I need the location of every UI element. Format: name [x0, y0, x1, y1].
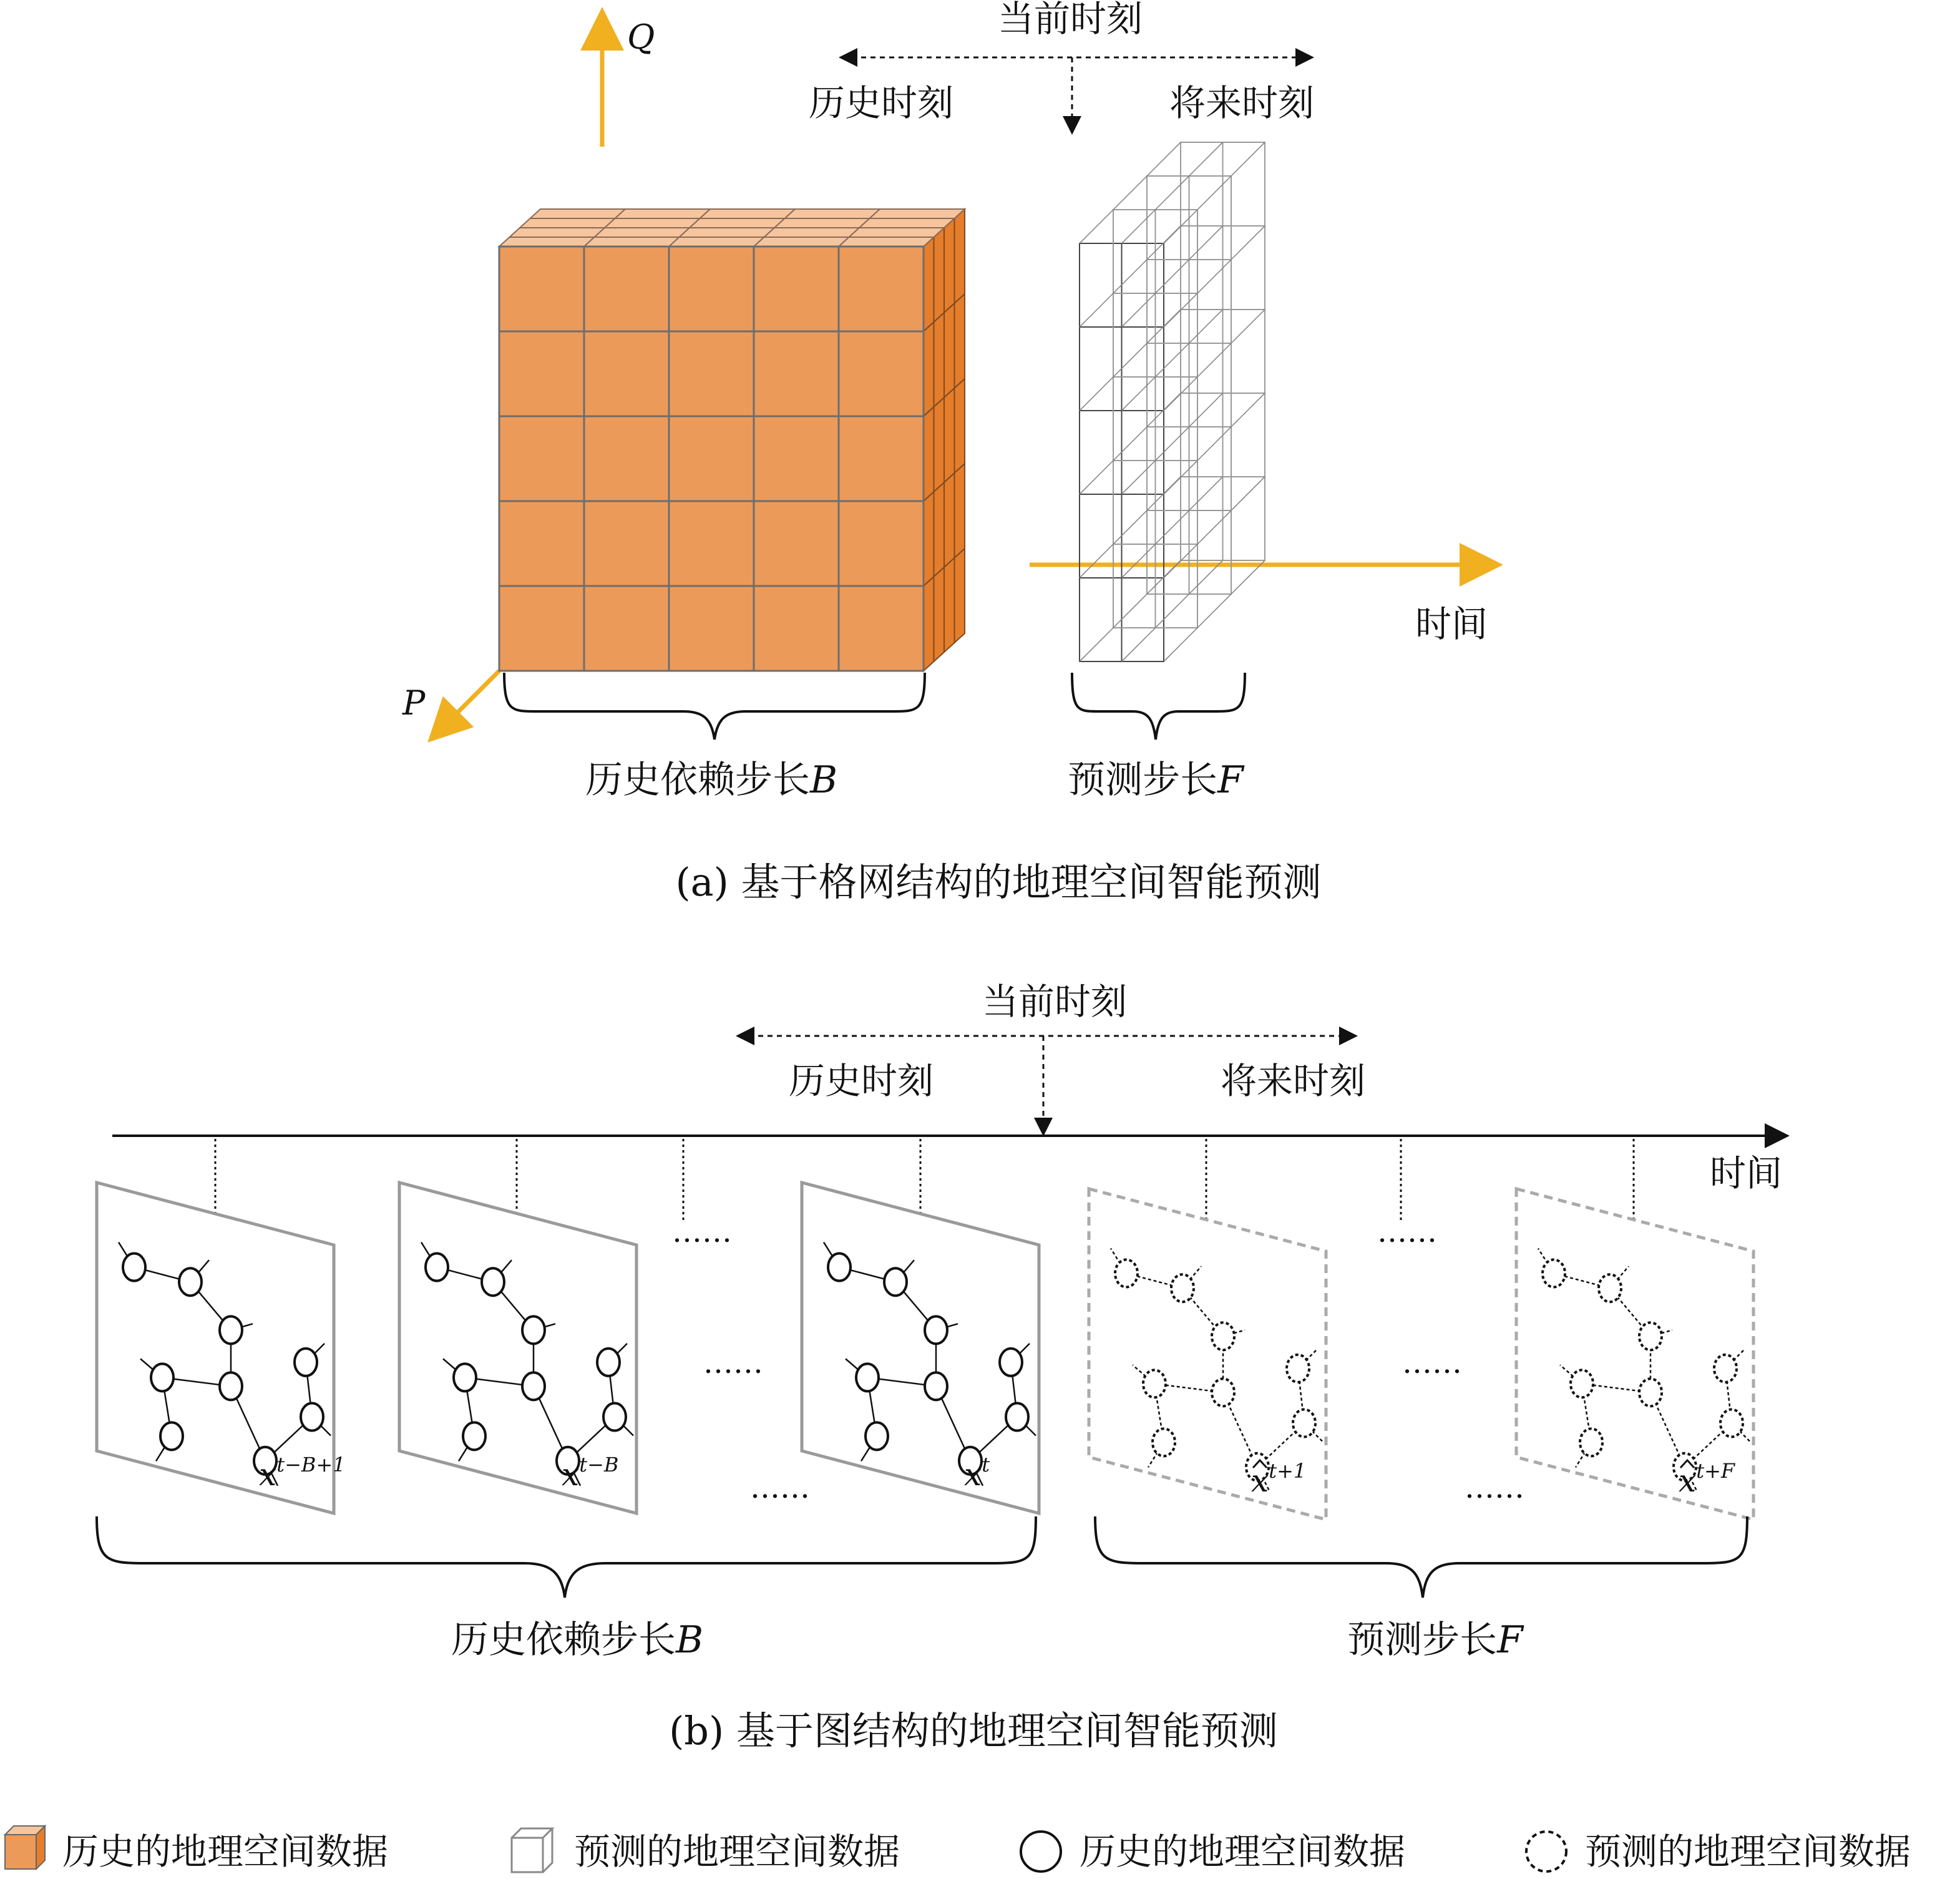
cube-front-cell: [584, 416, 669, 501]
orange-cube-icon: [5, 1826, 45, 1869]
wire-line: [1080, 142, 1181, 243]
cube-side-cell: [955, 464, 965, 558]
graph-node: [522, 1316, 545, 1344]
ellipsis: ……: [1465, 1470, 1524, 1505]
cube-front-cell: [584, 246, 669, 331]
panel-b-caption: (b) 基于图结构的地理空间智能预测: [669, 1708, 1278, 1754]
wire-line: [1122, 226, 1223, 327]
cube-top-cell: [499, 237, 595, 246]
dashed-node: [1171, 1274, 1194, 1302]
wire-line: [1122, 310, 1223, 411]
cube-side-cell: [934, 482, 945, 577]
cube-side-cell: [955, 379, 965, 473]
dashed-node: [1115, 1260, 1138, 1287]
graph-frame: [802, 1183, 1039, 1513]
cube-side-cell: [934, 398, 945, 492]
historical-graph-frame: [399, 1139, 636, 1513]
cube-side-cell: [934, 313, 945, 407]
graph-node: [151, 1364, 173, 1391]
q-axis-label: Q: [627, 17, 655, 57]
cube-side-cell: [944, 218, 955, 313]
cube-front-cell: [669, 246, 754, 331]
graph-node: [482, 1268, 504, 1296]
cube-side-cell: [944, 558, 955, 652]
cube-side-cell: [924, 322, 934, 416]
graph-node: [1000, 1349, 1022, 1376]
cube-top-cell: [690, 218, 785, 228]
ellipsis: ……: [703, 1345, 763, 1380]
current-time-label: 当前时刻: [997, 0, 1143, 40]
graph-node: [884, 1268, 907, 1296]
cube-front-cell: [839, 331, 924, 416]
dashed-node: [1293, 1410, 1315, 1437]
graph-node: [220, 1372, 242, 1400]
cube-top-cell: [839, 237, 934, 246]
graph-node: [295, 1349, 317, 1376]
wire-line: [1080, 310, 1181, 411]
wire-line: [1122, 560, 1223, 661]
wire-cube-icon: [512, 1828, 552, 1872]
cube-side-cell: [944, 388, 955, 482]
predict-step-brace: [1072, 673, 1245, 739]
cube-top-cell: [754, 237, 849, 246]
cube-top-cell: [700, 209, 796, 218]
graph-node: [454, 1364, 476, 1391]
cube-top-cell: [859, 218, 955, 228]
cube-front-cell: [754, 416, 839, 501]
graph-node: [603, 1403, 626, 1431]
dashed-node: [1543, 1260, 1565, 1287]
cube-front-cell: [499, 501, 584, 586]
graph-node: [522, 1372, 545, 1400]
cube-front-cell: [754, 331, 839, 416]
wire-line: [1122, 142, 1223, 243]
graph-node: [865, 1422, 888, 1450]
history-time-label: 历史时刻: [808, 82, 954, 124]
cube-front-cell: [839, 586, 924, 671]
wire-line: [1080, 226, 1181, 327]
dashed-node: [1639, 1379, 1662, 1406]
dashed-node: [1599, 1274, 1621, 1302]
cube-side-cell: [934, 228, 945, 322]
graph-label: $x^{t-B}$: [562, 1453, 619, 1493]
graph-label: $x^{t+F}$: [1679, 1459, 1735, 1499]
historical-graph-frame: [97, 1139, 346, 1513]
historical-graph-frame: [802, 1139, 1039, 1513]
cube-front-cell: [839, 246, 924, 331]
cube-side-cell: [944, 473, 955, 567]
cube-side-cell: [924, 407, 934, 501]
cube-front-cell: [669, 501, 754, 586]
cube-front-cell: [669, 416, 754, 501]
cube-front-cell: [754, 246, 839, 331]
graph-node: [123, 1254, 145, 1281]
history-step-brace-b: [97, 1516, 1036, 1598]
graph-label: $x^t$: [964, 1453, 990, 1493]
cube-front-cell: [584, 501, 669, 586]
graph-node: [925, 1372, 947, 1400]
graph-node: [179, 1268, 202, 1296]
dashed-node: [1720, 1410, 1743, 1437]
graph-node: [426, 1254, 448, 1281]
graph-node: [925, 1316, 947, 1344]
p-axis-label: P: [402, 683, 426, 723]
ellipsis: ……: [750, 1470, 810, 1505]
current-time-label-b: 当前时刻: [982, 980, 1128, 1023]
legend-label: 预测的地理空间数据: [1585, 1830, 1911, 1873]
cube-side-cell: [955, 549, 965, 643]
historical-cube: [499, 209, 965, 671]
legend-label: 预测的地理空间数据: [574, 1830, 900, 1873]
wire-line: [1080, 560, 1181, 661]
graph-snapshots: [97, 1139, 1753, 1520]
cube-top-cell: [584, 237, 680, 246]
cube-front-cell: [839, 501, 924, 586]
cube-top-cell: [849, 228, 945, 237]
cube-top-cell: [774, 218, 870, 228]
panel-b: [97, 980, 1785, 1754]
cube-top-cell: [785, 209, 880, 218]
graph-node: [463, 1422, 485, 1450]
cube-front-cell: [754, 501, 839, 586]
time-axis-label-b: 时间: [1710, 1152, 1783, 1194]
cube-front-cell: [499, 331, 584, 416]
dashed-node: [1153, 1428, 1175, 1456]
cube-top-cell: [669, 237, 764, 246]
panel-a-caption: (a) 基于格网结构的地理空间智能预测: [675, 859, 1322, 905]
cube-top-cell: [605, 218, 700, 228]
cube-front-cell: [499, 586, 584, 671]
cube-front-cell: [839, 416, 924, 501]
dashed-node: [1212, 1322, 1234, 1350]
cube-top-cell: [615, 209, 711, 218]
future-time-label-b: 将来时刻: [1220, 1060, 1366, 1102]
cube-side-cell: [944, 303, 955, 398]
cube-front-cell: [584, 586, 669, 671]
cube-top-cell: [510, 228, 605, 237]
cube-side-cell: [924, 237, 934, 331]
cube-side-cell: [924, 577, 934, 671]
cube-top-cell: [520, 218, 615, 228]
cube-front-cell: [584, 331, 669, 416]
time-axis-label: 时间: [1415, 603, 1488, 645]
graph-node: [597, 1349, 620, 1376]
cube-side-cell: [955, 294, 965, 388]
graph-node: [160, 1422, 183, 1450]
cube-top-cell: [870, 209, 965, 218]
predicted-graph-frame: [1089, 1139, 1326, 1520]
legend: [5, 1826, 1911, 1873]
dashed-node: [1580, 1428, 1602, 1456]
cube-front-cell: [754, 586, 839, 671]
graph-label: $x^{t+1}$: [1251, 1459, 1307, 1499]
ellipsis: ……: [1402, 1345, 1462, 1380]
wire-line: [1164, 560, 1265, 661]
cube-side-cell: [934, 567, 945, 661]
dashed-circle-icon: [1526, 1832, 1566, 1872]
legend-label: 历史的地理空间数据: [62, 1830, 389, 1873]
wire-line: [1122, 393, 1223, 494]
predict-step-label-b: 预测步长F: [1347, 1618, 1523, 1662]
history-step-brace: [504, 673, 925, 739]
predicted-graph-frame: [1516, 1139, 1753, 1520]
cube-side-cell: [955, 209, 965, 303]
graph-label: $x^{t-B+1}$: [259, 1453, 346, 1493]
dashed-node: [1639, 1322, 1662, 1350]
graph-node: [220, 1316, 242, 1344]
graph-node: [856, 1364, 879, 1391]
ellipsis: ……: [1377, 1214, 1437, 1249]
p-axis-arrow: [434, 671, 499, 736]
cube-front-cell: [499, 246, 584, 331]
dashed-node: [1287, 1355, 1309, 1382]
cube-top-cell: [595, 228, 690, 237]
cube-front-cell: [499, 416, 584, 501]
history-step-label: 历史依赖步长B: [585, 758, 838, 802]
graph-node: [828, 1254, 851, 1281]
future-time-label: 将来时刻: [1169, 82, 1315, 124]
dashed-node: [1571, 1370, 1593, 1397]
cube-front-cell: [669, 331, 754, 416]
cube-top-cell: [680, 228, 775, 237]
solid-circle-icon: [1021, 1832, 1061, 1872]
graph-node: [301, 1403, 323, 1431]
cube-front-cell: [669, 586, 754, 671]
cube-side-cell: [924, 492, 934, 586]
history-time-label-b: 历史时刻: [788, 1060, 934, 1102]
legend-label: 历史的地理空间数据: [1080, 1830, 1406, 1873]
predict-step-brace-b: [1095, 1516, 1747, 1598]
predicted-wire-cube: [1080, 142, 1265, 661]
dashed-node: [1212, 1379, 1234, 1406]
panel-a: [402, 0, 1494, 905]
history-step-label-b: 历史依赖步长B: [451, 1618, 704, 1662]
ellipsis: ……: [672, 1214, 732, 1249]
predict-step-label: 预测步长F: [1068, 758, 1244, 802]
graph-node: [1006, 1403, 1028, 1431]
cube-top-cell: [764, 228, 860, 237]
cube-top-cell: [530, 209, 626, 218]
dashed-node: [1714, 1355, 1737, 1382]
dashed-node: [1143, 1370, 1166, 1397]
wire-line: [1080, 393, 1181, 494]
